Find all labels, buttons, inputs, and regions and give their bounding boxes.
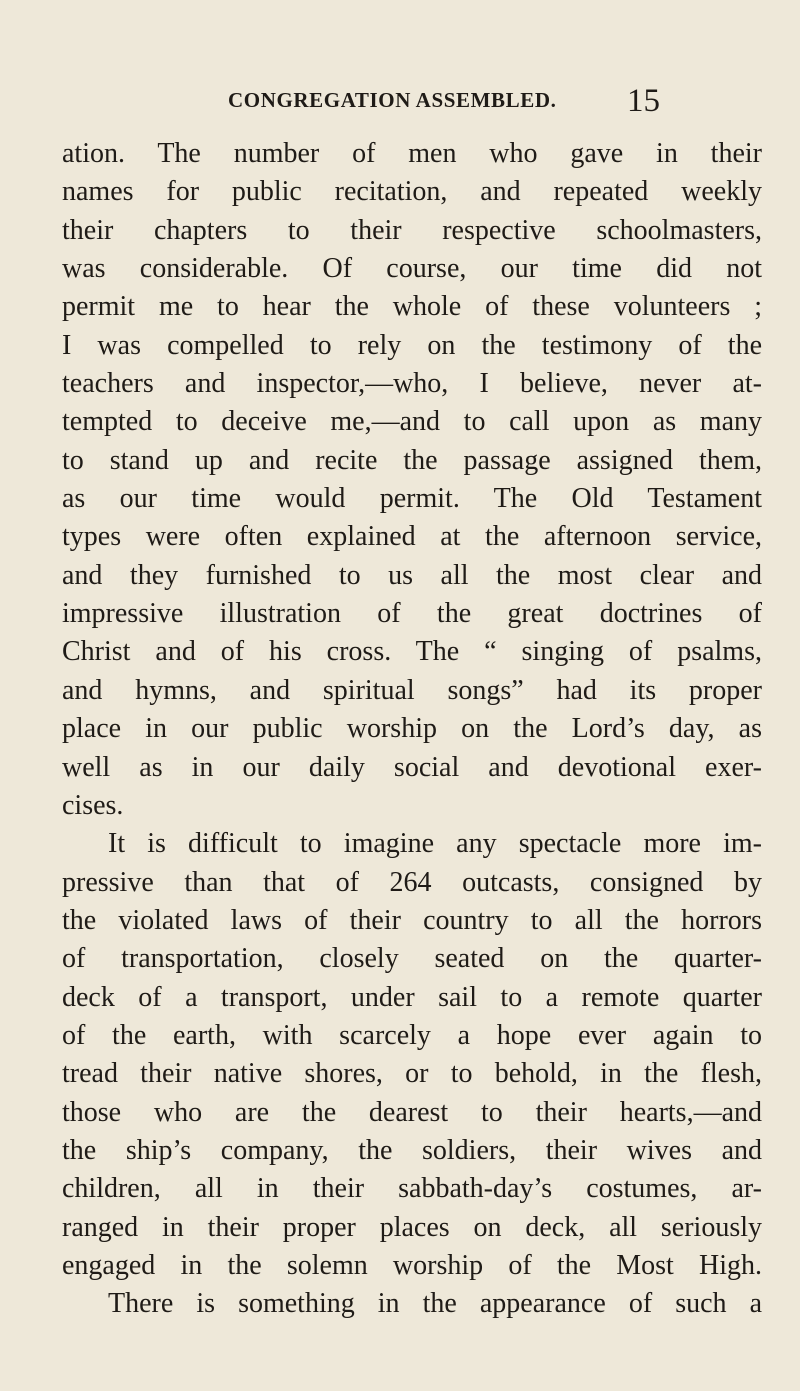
text-line: of transportation, closely seated on the quarter- (62, 943, 762, 975)
text-line: well as in our daily social and devotional exer- (62, 751, 762, 783)
text-line: I was compelled to rely on the testimony of the (62, 329, 762, 361)
text-line: Christ and of his cross. The “ singing of psalms, (62, 636, 762, 668)
text-line: their chapters to their respective schoolmasters, (62, 214, 762, 246)
text-line: of the earth, with scarcely a hope ever again to (62, 1019, 762, 1051)
text-line: tread their native shores, or to behold, in the flesh, (62, 1058, 762, 1090)
text-line: engaged in the solemn worship of the Most High. (62, 1249, 762, 1281)
text-line: types were often explained at the afternoon service, (62, 521, 762, 553)
text-line: was considerable. Of course, our time did not (62, 253, 762, 285)
text-line: and they furnished to us all the most clear and (62, 559, 762, 591)
text-line: There is something in the appearance of such a (108, 1288, 762, 1320)
text-line: tempted to deceive me,—and to call upon as many (62, 406, 762, 438)
text-line: ranged in their proper places on deck, all seriously (62, 1211, 762, 1243)
text-line: place in our public worship on the Lord’s day, as (62, 713, 762, 745)
running-head: CONGREGATION ASSEMBLED. (228, 88, 557, 112)
text-line: cises. (62, 789, 124, 821)
text-line: teachers and inspector,—who, I believe, never at- (62, 368, 762, 400)
text-line: It is difficult to imagine any spectacle more im- (108, 828, 762, 860)
text-line: permit me to hear the whole of these volunteers ; (62, 291, 762, 323)
text-line: ation. The number of men who gave in their (62, 138, 762, 169)
text-line: to stand up and recite the passage assigned them, (62, 444, 762, 476)
text-line: names for public recitation, and repeated weekly (62, 176, 762, 208)
text-line: the violated laws of their country to all the horrors (62, 904, 762, 936)
text-line: pressive than that of 264 outcasts, consigned by (62, 866, 762, 898)
text-line: deck of a transport, under sail to a remote quarter (62, 981, 762, 1013)
text-line: the ship’s company, the soldiers, their wives and (62, 1134, 762, 1166)
page-number: 15 (627, 83, 660, 119)
text-line: those who are the dearest to their hearts,—and (62, 1096, 762, 1128)
text-line: impressive illustration of the great doctrines of (62, 598, 762, 630)
text-line: children, all in their sabbath-day’s costumes, ar- (62, 1173, 762, 1205)
body-text (62, 135, 762, 1324)
text-line: and hymns, and spiritual songs” had its proper (62, 674, 762, 706)
text-line: as our time would permit. The Old Testament (62, 483, 762, 515)
